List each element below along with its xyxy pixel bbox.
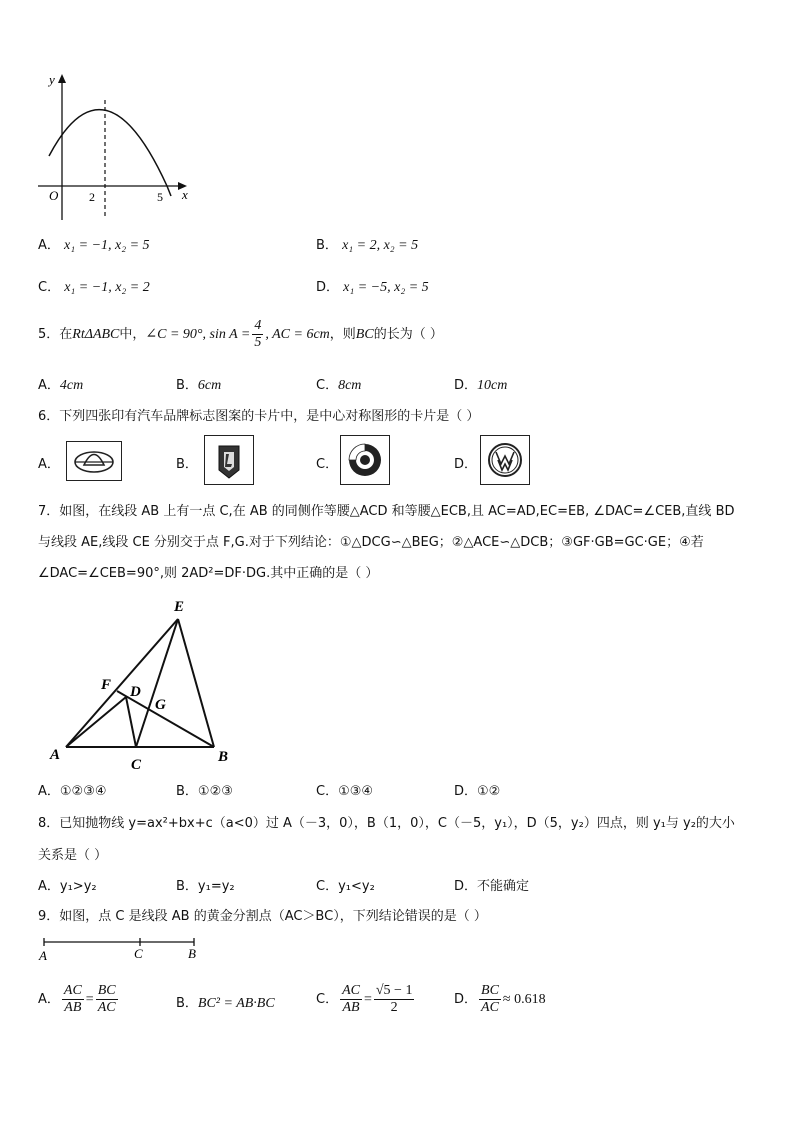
point-b-label: B — [218, 749, 229, 765]
question-9: 9．如图，点 C 是线段 AB 的黄金分割点（AC＞BC），下列结论错误的是（ ） — [38, 909, 487, 924]
segment-c-label: C — [134, 946, 143, 961]
q7-option-c[interactable]: C．①③④ — [316, 784, 374, 799]
y-axis-label: y — [49, 72, 55, 87]
point-d-label: D — [130, 684, 141, 700]
question-8-line-1: 8．已知抛物线 y=ax²+bx+c（a<0）过 A（－3，0），B（1，0），C（－5，y₁），D（5，y₂）四点，则 y₁与 y₂的大小 — [38, 816, 735, 831]
q4-option-b-text: x₁ = 2, x₂ = 5 — [342, 238, 419, 253]
car-logo-c-icon — [341, 436, 389, 484]
q6-option-a-label[interactable]: A． — [38, 457, 60, 472]
q9-option-d[interactable]: D． $\frac{BC}{AC}$ ≈ 0.618 — [454, 983, 546, 1015]
origin-label: O — [49, 188, 59, 203]
q8-option-b[interactable]: B．y₁=y₂ — [176, 879, 235, 894]
q5-option-a[interactable]: A．4cm — [38, 378, 84, 393]
q7-option-a[interactable]: A．①②③④ — [38, 784, 107, 799]
q8-option-a[interactable]: A．y₁>y₂ — [38, 879, 97, 894]
car-logo-a-card[interactable] — [66, 441, 122, 481]
q4-option-d[interactable]: D． x₁ = −5, x₂ = 5 — [316, 280, 429, 295]
q6-option-c-label[interactable]: C． — [316, 457, 339, 472]
q5-option-d[interactable]: D．10cm — [454, 378, 508, 393]
q8-option-d[interactable]: D．不能确定 — [454, 879, 530, 894]
q9-option-a[interactable]: A． $\frac{AC}{AB}$ = $\frac{BC}{AC}$ — [38, 983, 116, 1015]
car-logo-d-icon — [481, 436, 529, 484]
q9-option-c[interactable]: C． $\frac{AC}{AB}$ = $\frac{√5 - 1}{2}$ — [316, 983, 413, 1015]
q5-option-c[interactable]: C．8cm — [316, 378, 362, 393]
car-logo-d-card[interactable] — [480, 435, 530, 485]
point-a-label: A — [50, 747, 61, 763]
q5-option-b[interactable]: B．6cm — [176, 378, 222, 393]
question-7-line-2: 与线段 AE,线段 CE 分别交于点 F,G.对于下列结论：①△DCG∽△BEG；②△ACE∽△DCB；③GF·GB=GC·GE；④若 — [38, 535, 704, 550]
car-logo-b-icon — [205, 436, 253, 484]
car-logo-c-card[interactable] — [340, 435, 390, 485]
car-logo-a-icon — [67, 442, 121, 480]
tick-5-label: 5 — [157, 190, 163, 204]
tick-2-label: 2 — [89, 190, 95, 204]
segment-a-label: A — [39, 948, 47, 963]
golden-section-figure — [36, 934, 216, 966]
q4-option-b[interactable]: B． x₁ = 2, x₂ = 5 — [316, 238, 419, 253]
q7-option-b[interactable]: B．①②③ — [176, 784, 233, 799]
parabola-graph — [35, 70, 195, 225]
question-8-line-2: 关系是（ ） — [38, 848, 108, 863]
q4-option-c[interactable]: C． x₁ = −1, x₂ = 2 — [38, 280, 150, 295]
q4-option-d-text: x₁ = −5, x₂ = 5 — [343, 280, 429, 295]
question-6: 6．下列四张印有汽车品牌标志图案的卡片中，是中心对称图形的卡片是（ ） — [38, 409, 480, 424]
q6-option-b-label[interactable]: B． — [176, 457, 198, 472]
q4-option-a-text: x₁ = −1, x₂ = 5 — [64, 238, 150, 253]
q7-option-d[interactable]: D．①② — [454, 784, 501, 799]
q9-option-b[interactable]: B．BC² = AB·BC — [176, 996, 275, 1011]
point-f-label: F — [101, 677, 112, 693]
question-7-line-1: 7．如图，在线段 AB 上有一点 C,在 AB 的同侧作等腰△ACD 和等腰△ECB,且 AC=AD,EC=EB, ∠DAC=∠CEB,直线 BD — [38, 504, 735, 519]
point-g-label: G — [155, 697, 166, 713]
parabola-curve — [49, 110, 171, 196]
triangle-figure — [44, 595, 244, 775]
q6-option-d-label[interactable]: D． — [454, 457, 478, 472]
car-logo-b-card[interactable] — [204, 435, 254, 485]
question-7-line-3: ∠DAC=∠CEB=90°,则 2AD²=DF·DG.其中正确的是（ ） — [38, 566, 379, 581]
q8-option-c[interactable]: C．y₁<y₂ — [316, 879, 375, 894]
q4-option-c-text: x₁ = −1, x₂ = 2 — [64, 280, 150, 295]
x-axis-label: x — [182, 187, 188, 202]
segment-b-label: B — [188, 946, 196, 961]
point-c-label: C — [131, 757, 142, 773]
q4-option-a[interactable]: A． x₁ = −1, x₂ = 5 — [38, 238, 150, 253]
point-e-label: E — [174, 599, 185, 615]
question-5: 5．在RtΔABC中，∠C = 90°, sin A = $\frac{4}{5}$ , AC = 6cm，则BC的长为（ ） — [38, 318, 443, 350]
